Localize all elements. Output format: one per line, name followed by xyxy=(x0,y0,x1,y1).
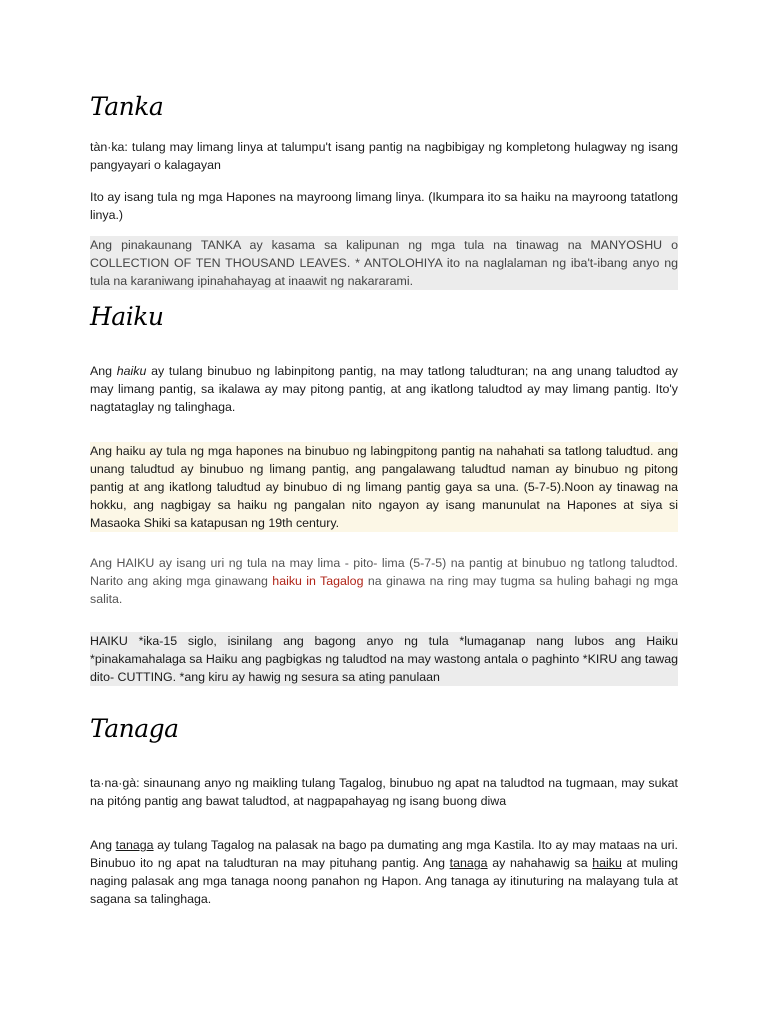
tanaga-term-2: tanaga xyxy=(449,856,488,870)
haiku-term: haiku xyxy=(592,856,622,870)
tanka-paragraph-2: Ito ay isang tula ng mga Hapones na mayroong limang linya. (Ikumpara ito sa haiku na mayroong tatatlong linya.) xyxy=(90,190,678,222)
haiku-p1-term: haiku xyxy=(116,364,147,378)
tanaga-p2-d: at muling naging palasak ang mga tanaga noong panahon ng Hapon. Ang tanaga ay itinuturing na malayang tula at sagana sa talinghaga. xyxy=(90,856,678,906)
haiku-p3-start: Ang HAIKU ay isang uri ng tula na may lima - pito- lima (5-7-5) na pantig at binubuo ng tatlong taludtod. Narito ang aking mga ginawang xyxy=(90,556,678,588)
tanka-paragraph-3: Ang pinakaunang TANKA ay kasama sa kalipunan ng mga tula na tinawag na MANYOSHU o COLLECTION OF TEN THOUSAND LEAVES. * ANTOLOHIYA ito na naglalaman ng iba't-ibang anyo ng tula na karaniwang ipinahahayag at inaawit ng nakararami. xyxy=(90,238,678,288)
tanaga-heading: Tanaga xyxy=(90,714,179,743)
tanaga-p2-c: ay nahahawig sa xyxy=(487,856,593,870)
tanaga-p2-a: Ang xyxy=(90,838,116,852)
tanaga-p2-b: ay tulang Tagalog na palasak na bago pa dumating ang mga Kastila. Ito ay may mataas na uri. Binubuo ito ng apat na taludturan na may pituhang pantig. Ang xyxy=(90,838,678,870)
haiku-paragraph-2: Ang haiku ay tula ng mga hapones na binubuo ng labingpitong pantig na nahahati sa tatlong taludtud. ang unang taludtud ay binubuo ng limang pantig, ang pangalawang taludtud naman ay binubuo ng pitong pantig at ang ikatlong taludtud ay binubuo di ng limang pantig gaya sa una. (5-7-5).Noon ay tinawag na hokku, ang nagbigay sa haiku ng pangalan nito ngayon ay isang manunulat na Hapones at siya si Masaoka Shiki sa katapusan ng 19th century. xyxy=(90,444,678,530)
haiku-paragraph-1 xyxy=(90,362,678,416)
tanaga-definition: ta·na·gà: sinaunang anyo ng maikling tulang Tagalog, binubuo ng apat na taludtod na tugmaan, may sukat na pitóng pantig ang bawat taludtod, at nagpapahayag ng isang buong diwa xyxy=(90,776,678,808)
haiku-paragraph-4: HAIKU *ika-15 siglo, isinilang ang bagong anyo ng tula *lumaganap nang lubos ang Haiku *pinakamahalaga sa Haiku ang pagbigkas ng taludtod na may wastong antala o paghinto *KIRU ang tawag dito- CUTTING. *ang kiru ay hawig ng sesura sa ating panulaan xyxy=(90,634,678,684)
tanaga-term-1: tanaga xyxy=(115,838,154,852)
haiku-p1-rest: ay tulang binubuo ng labinpitong pantig, na may tatlong taludturan; na ang unang taludtod ay may limang pantig, sa ikalawa ay may pitong pantig, at ang ikatlong taludtod ay may limang pantig. Ito'y nagtataglay ng talinghaga. xyxy=(90,364,678,414)
haiku-p1-start: Ang xyxy=(90,364,117,378)
haiku-in-tagalog-link[interactable]: haiku in Tagalog xyxy=(272,574,364,588)
tanka-heading: Tanka xyxy=(90,92,164,121)
tanka-definition: tàn·ka: tulang may limang linya at talumpu't isang pantig na nagbibigay ng kompletong hulagway ng isang pangyayari o kalagayan xyxy=(90,140,678,172)
haiku-paragraph-3 xyxy=(90,554,678,608)
haiku-heading: Haiku xyxy=(90,302,164,331)
tanaga-paragraph-2 xyxy=(90,836,678,908)
haiku-p3-rest: na ginawa na ring may tugma sa huling bahagi ng mga salita. xyxy=(90,574,678,606)
